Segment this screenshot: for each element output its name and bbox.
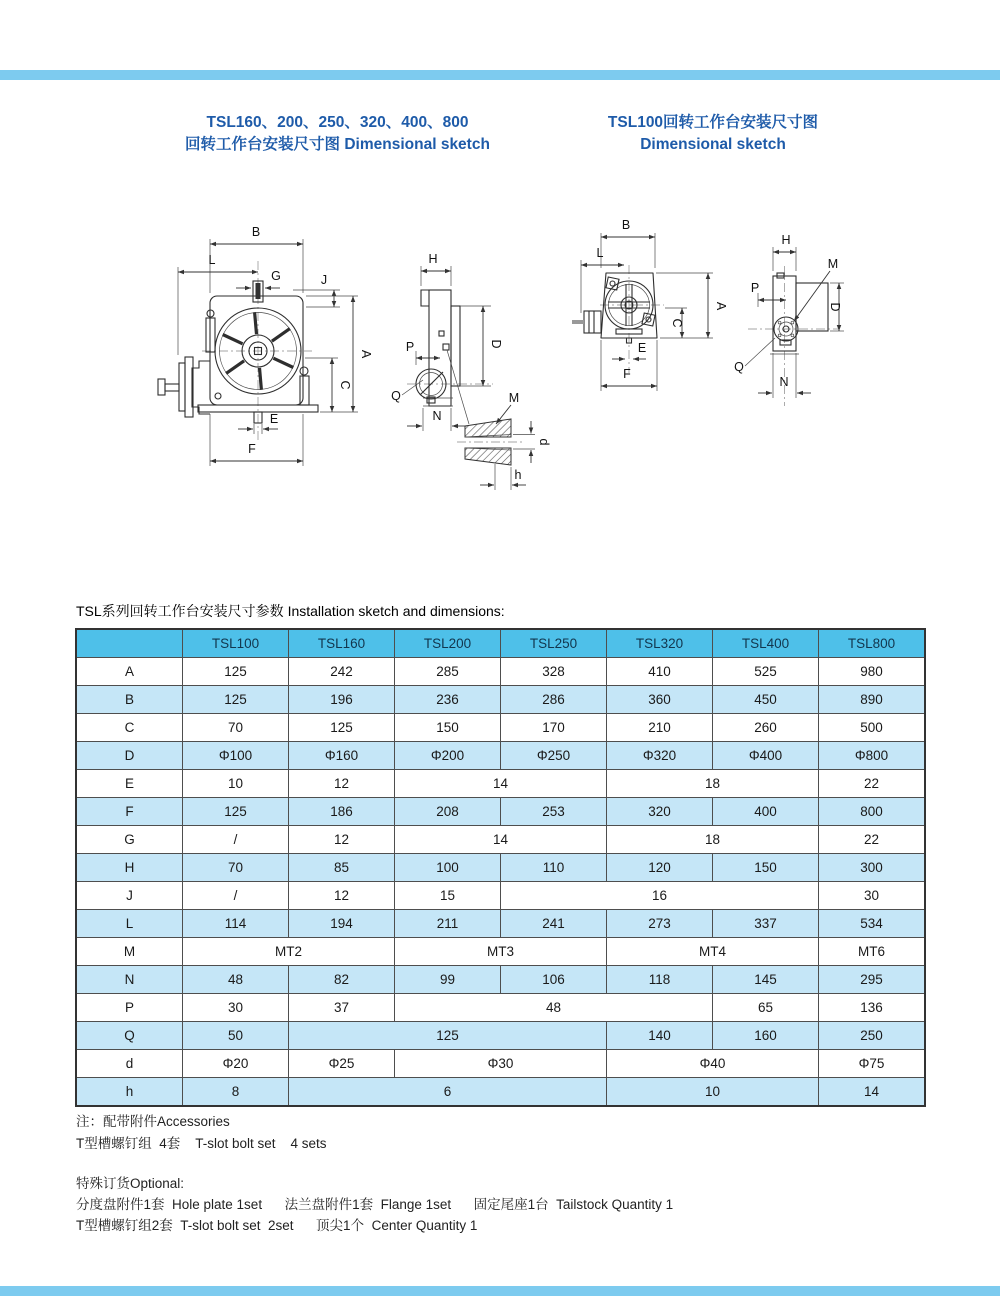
table-cell: MT2: [183, 938, 395, 966]
table-cell: Φ250: [501, 742, 607, 770]
table-cell: 120: [607, 854, 713, 882]
table-cell: 253: [501, 798, 607, 826]
dim-label-c: C: [670, 318, 684, 328]
table-cell: 48: [183, 966, 289, 994]
table-cell: 65: [713, 994, 819, 1022]
table-cell: 22: [819, 826, 926, 854]
dim-label-m: M: [827, 257, 839, 271]
table-cell: 328: [501, 658, 607, 686]
table-row: [76, 658, 925, 686]
note-tslot: T型槽螺钉组 4套 T-slot bolt set 4 sets: [76, 1136, 327, 1151]
table-cell: 125: [183, 686, 289, 714]
table-cell: 170: [501, 714, 607, 742]
table-row: [76, 854, 925, 882]
dim-label-h: H: [781, 233, 791, 247]
table-cell: 110: [501, 854, 607, 882]
row-label: L: [76, 910, 183, 938]
dim-label-d: D: [828, 302, 842, 312]
table-cell: 37: [289, 994, 395, 1022]
row-label: A: [76, 658, 183, 686]
row-label: Q: [76, 1022, 183, 1050]
column-header: TSL160: [289, 629, 395, 658]
sketch-side-large: [383, 228, 583, 508]
dim-label-e: E: [637, 341, 647, 355]
table-cell: MT6: [819, 938, 926, 966]
table-cell: 525: [713, 658, 819, 686]
table-row: [76, 994, 925, 1022]
table-cell: 242: [289, 658, 395, 686]
dim-label-n: N: [779, 375, 789, 389]
note-accessories: 注：配带附件Accessories: [76, 1114, 230, 1129]
table-cell: /: [183, 882, 289, 910]
table-row: [76, 770, 925, 798]
table-cell: 890: [819, 686, 926, 714]
row-label: G: [76, 826, 183, 854]
dim-label-q: Q: [734, 360, 744, 374]
table-cell: 410: [607, 658, 713, 686]
table-cell: 70: [183, 714, 289, 742]
dim-label-l: L: [596, 246, 604, 260]
sketch-front-tsl100: [572, 213, 747, 418]
dim-label-e: E: [269, 412, 279, 426]
table-cell: 337: [713, 910, 819, 938]
table-cell: 800: [819, 798, 926, 826]
table-cell: 10: [607, 1078, 819, 1107]
table-cell: 140: [607, 1022, 713, 1050]
dim-label-l: L: [208, 253, 216, 267]
row-label: C: [76, 714, 183, 742]
table-cell: 196: [289, 686, 395, 714]
dim-label-a: A: [714, 301, 728, 311]
table-cell: 100: [395, 854, 501, 882]
table-cell: Φ100: [183, 742, 289, 770]
table-cell: 400: [713, 798, 819, 826]
table-cell: 125: [289, 714, 395, 742]
row-label: F: [76, 798, 183, 826]
table-cell: 22: [819, 770, 926, 798]
table-cell: 12: [289, 770, 395, 798]
table-cell: Φ800: [819, 742, 926, 770]
table-row: [76, 966, 925, 994]
corner-cell: [76, 629, 183, 658]
heading-right-line1: TSL100回转工作台安装尺寸图: [607, 114, 819, 131]
sketch-front-large: [148, 203, 383, 498]
column-header: TSL400: [713, 629, 819, 658]
table-cell: 14: [819, 1078, 926, 1107]
table-cell: 125: [289, 1022, 607, 1050]
dim-label-c: C: [338, 380, 352, 390]
table-row: [76, 910, 925, 938]
table-cell: 210: [607, 714, 713, 742]
table-cell: Φ160: [289, 742, 395, 770]
table-cell: 106: [501, 966, 607, 994]
table-cell: 534: [819, 910, 926, 938]
table-cell: 286: [501, 686, 607, 714]
table-cell: 85: [289, 854, 395, 882]
table-cell: 241: [501, 910, 607, 938]
table-cell: 208: [395, 798, 501, 826]
table-cell: 150: [713, 854, 819, 882]
table-cell: 8: [183, 1078, 289, 1107]
table-row: [76, 882, 925, 910]
dim-label-d-small: d: [537, 438, 551, 446]
table-cell: 273: [607, 910, 713, 938]
table-cell: 82: [289, 966, 395, 994]
table-cell: /: [183, 826, 289, 854]
dim-label-p: P: [750, 281, 760, 295]
dim-label-a: A: [359, 349, 373, 359]
table-cell: 12: [289, 826, 395, 854]
row-label: H: [76, 854, 183, 882]
table-cell: 285: [395, 658, 501, 686]
table-row: [76, 826, 925, 854]
note-optional-line2: T型槽螺钉组2套 T-slot bolt set 2set 顶尖1个 Center Quantity 1: [76, 1218, 478, 1233]
dim-label-j: J: [320, 273, 328, 287]
heading-right: [548, 112, 878, 156]
column-header: TSL250: [501, 629, 607, 658]
heading-left: [150, 112, 525, 156]
table-cell: 12: [289, 882, 395, 910]
table-cell: MT3: [395, 938, 607, 966]
table-row: [76, 1050, 925, 1078]
note-optional-title: 特殊订货Optional:: [76, 1176, 185, 1191]
table-cell: 211: [395, 910, 501, 938]
table-cell: 30: [183, 994, 289, 1022]
dim-label-f: F: [248, 442, 256, 456]
table-cell: Φ20: [183, 1050, 289, 1078]
table-cell: 150: [395, 714, 501, 742]
dim-label-b: B: [621, 218, 631, 232]
heading-left-line2: 回转工作台安装尺寸图 Dimensional sketch: [185, 136, 490, 153]
dim-label-g: G: [271, 269, 281, 283]
dim-label-h-small: h: [514, 468, 522, 482]
dim-label-d-upper: D: [489, 339, 503, 349]
note-optional-line1: 分度盘附件1套 Hole plate 1set 法兰盘附件1套 Flange 1set 固定尾座1台 Tailstock Quantity 1: [76, 1197, 674, 1212]
table-cell: 320: [607, 798, 713, 826]
table-cell: 980: [819, 658, 926, 686]
table-cell: 114: [183, 910, 289, 938]
row-label: d: [76, 1050, 183, 1078]
table-cell: 99: [395, 966, 501, 994]
heading-right-line2: Dimensional sketch: [640, 136, 786, 153]
table-cell: 450: [713, 686, 819, 714]
table-cell: 125: [183, 798, 289, 826]
row-label: D: [76, 742, 183, 770]
column-header: TSL200: [395, 629, 501, 658]
dim-label-q: Q: [391, 389, 401, 403]
table-cell: 300: [819, 854, 926, 882]
bottom-accent-bar: [0, 1286, 1000, 1296]
top-accent-bar: [0, 70, 1000, 80]
table-cell: 10: [183, 770, 289, 798]
table-cell: 18: [607, 826, 819, 854]
table-row: [76, 742, 925, 770]
row-label: E: [76, 770, 183, 798]
dim-label-b: B: [251, 225, 261, 239]
row-label: h: [76, 1078, 183, 1107]
table-cell: Φ200: [395, 742, 501, 770]
table-cell: 145: [713, 966, 819, 994]
table-cell: 15: [395, 882, 501, 910]
table-cell: 14: [395, 770, 607, 798]
table-row: [76, 1022, 925, 1050]
row-label: B: [76, 686, 183, 714]
dim-label-h-top: H: [428, 252, 438, 266]
table-cell: 16: [501, 882, 819, 910]
row-label: M: [76, 938, 183, 966]
dim-label-f: F: [623, 367, 631, 381]
table-cell: 50: [183, 1022, 289, 1050]
sketch-side-tsl100: [728, 221, 893, 426]
table-cell: 295: [819, 966, 926, 994]
table-cell: 260: [713, 714, 819, 742]
table-row: [76, 714, 925, 742]
table-cell: Φ25: [289, 1050, 395, 1078]
table-cell: 500: [819, 714, 926, 742]
row-label: N: [76, 966, 183, 994]
dim-label-n: N: [432, 409, 442, 423]
table-cell: 250: [819, 1022, 926, 1050]
row-label: P: [76, 994, 183, 1022]
table-cell: Φ320: [607, 742, 713, 770]
column-header: TSL320: [607, 629, 713, 658]
table-cell: 118: [607, 966, 713, 994]
table-cell: Φ75: [819, 1050, 926, 1078]
table-cell: 360: [607, 686, 713, 714]
table-row: [76, 938, 925, 966]
dim-label-m: M: [508, 391, 520, 405]
table-cell: 194: [289, 910, 395, 938]
table-cell: 6: [289, 1078, 607, 1107]
dim-label-p: P: [405, 340, 415, 354]
heading-left-line1: TSL160、200、250、320、400、800: [206, 114, 469, 131]
table-cell: 236: [395, 686, 501, 714]
column-header: TSL100: [183, 629, 289, 658]
table-cell: Φ30: [395, 1050, 607, 1078]
table-cell: 14: [395, 826, 607, 854]
table-row: [76, 1078, 925, 1107]
row-label: J: [76, 882, 183, 910]
table-cell: 18: [607, 770, 819, 798]
table-cell: 160: [713, 1022, 819, 1050]
table-cell: 48: [395, 994, 713, 1022]
table-row: [76, 798, 925, 826]
dimensions-table: [75, 628, 926, 1107]
table-cell: 70: [183, 854, 289, 882]
table-cell: Φ400: [713, 742, 819, 770]
table-row: [76, 686, 925, 714]
table-cell: MT4: [607, 938, 819, 966]
column-header: TSL800: [819, 629, 926, 658]
table-cell: 136: [819, 994, 926, 1022]
table-cell: 186: [289, 798, 395, 826]
table-title: TSL系列回转工作台安装尺寸参数 Installation sketch and dimensions:: [76, 603, 505, 619]
table-cell: Φ40: [607, 1050, 819, 1078]
table-cell: 125: [183, 658, 289, 686]
table-header-row: [76, 629, 925, 658]
table-cell: 30: [819, 882, 926, 910]
